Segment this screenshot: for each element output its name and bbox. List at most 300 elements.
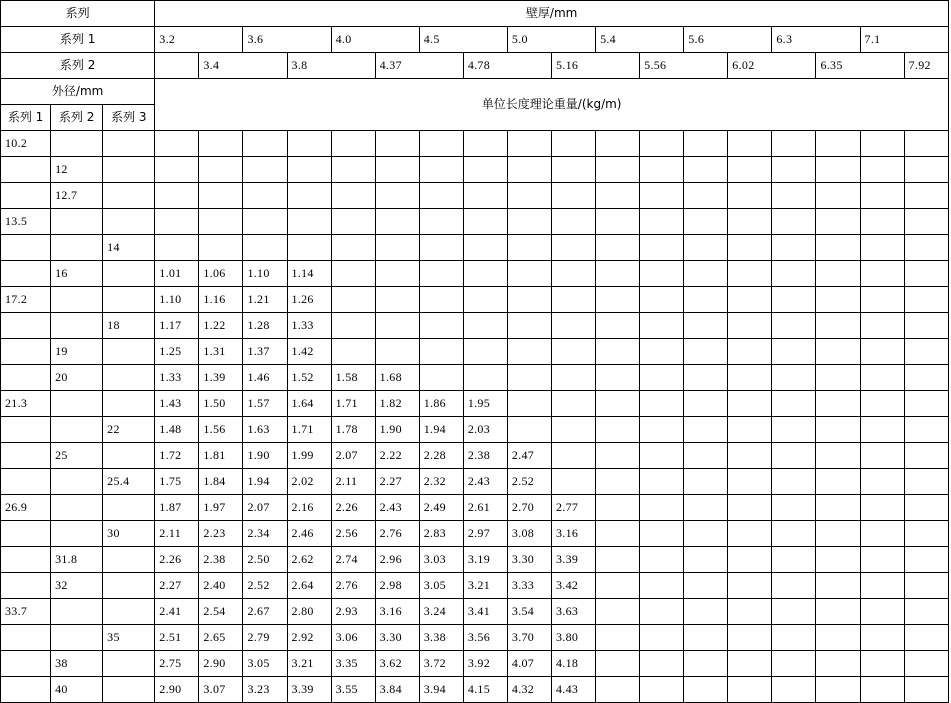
weight-cell	[728, 469, 772, 495]
diameter-series2	[51, 599, 103, 625]
weight-cell: 2.51	[155, 625, 199, 651]
weight-cell: 3.07	[199, 677, 243, 703]
weight-cell	[463, 183, 507, 209]
weight-cell	[375, 209, 419, 235]
weight-cell	[507, 287, 551, 313]
weight-cell	[904, 521, 948, 547]
table-row	[1, 339, 949, 365]
weight-cell	[287, 235, 331, 261]
weight-cell	[816, 599, 860, 625]
diameter-series1	[1, 365, 51, 391]
weight-cell	[728, 261, 772, 287]
weight-cell	[199, 235, 243, 261]
weight-cell	[904, 495, 948, 521]
weight-cell	[640, 651, 684, 677]
weight-cell: 3.30	[507, 547, 551, 573]
weight-cell	[860, 313, 904, 339]
weight-cell: 1.22	[199, 313, 243, 339]
weight-cell: 3.56	[463, 625, 507, 651]
weight-cell	[640, 443, 684, 469]
diameter-series1	[1, 625, 51, 651]
weight-cell	[728, 339, 772, 365]
weight-cell	[463, 365, 507, 391]
weight-cell	[507, 183, 551, 209]
weight-cell: 2.90	[199, 651, 243, 677]
weight-cell	[772, 339, 816, 365]
diameter-series3	[103, 157, 155, 183]
weight-cell: 3.21	[463, 573, 507, 599]
weight-cell	[816, 547, 860, 573]
diameter-series2: 31.8	[51, 547, 103, 573]
diameter-series2	[51, 131, 103, 157]
weight-cell	[816, 521, 860, 547]
weight-cell	[860, 365, 904, 391]
diameter-series3: 18	[103, 313, 155, 339]
weight-cell	[904, 261, 948, 287]
weight-cell	[772, 313, 816, 339]
weight-cell	[904, 157, 948, 183]
weight-cell: 2.38	[463, 443, 507, 469]
weight-cell: 3.80	[551, 625, 595, 651]
weight-cell: 1.31	[199, 339, 243, 365]
weight-cell: 2.92	[287, 625, 331, 651]
weight-cell	[728, 495, 772, 521]
weight-cell	[904, 209, 948, 235]
weight-cell	[243, 157, 287, 183]
weight-cell: 1.14	[287, 261, 331, 287]
weight-cell	[375, 339, 419, 365]
weight-cell	[640, 417, 684, 443]
weight-cell	[684, 495, 728, 521]
diameter-series2: 16	[51, 261, 103, 287]
weight-cell: 2.27	[375, 469, 419, 495]
diameter-series1	[1, 339, 51, 365]
weight-cell	[860, 495, 904, 521]
weight-cell	[507, 417, 551, 443]
weight-cell	[860, 651, 904, 677]
weight-cell	[640, 157, 684, 183]
weight-cell	[596, 365, 640, 391]
weight-cell	[596, 677, 640, 703]
col-header-series2: 系列 2	[51, 105, 103, 131]
weight-cell	[772, 651, 816, 677]
weight-cell	[684, 313, 728, 339]
unit-weight-header: 单位长度理论重量/(kg/m)	[155, 79, 949, 131]
weight-cell	[640, 495, 684, 521]
weight-cell	[596, 443, 640, 469]
weight-cell	[728, 365, 772, 391]
weight-cell	[287, 157, 331, 183]
weight-cell	[199, 183, 243, 209]
weight-cell	[684, 677, 728, 703]
weight-cell: 1.25	[155, 339, 199, 365]
diameter-series2	[51, 209, 103, 235]
weight-cell	[507, 157, 551, 183]
weight-cell	[816, 677, 860, 703]
weight-cell	[375, 131, 419, 157]
diameter-series2: 12.7	[51, 183, 103, 209]
weight-cell: 2.56	[331, 521, 375, 547]
weight-cell	[640, 235, 684, 261]
weight-cell	[243, 209, 287, 235]
weight-cell	[375, 261, 419, 287]
weight-cell	[816, 469, 860, 495]
weight-cell: 1.17	[155, 313, 199, 339]
weight-cell	[596, 651, 640, 677]
weight-cell	[772, 261, 816, 287]
weight-cell: 1.50	[199, 391, 243, 417]
diameter-series2: 38	[51, 651, 103, 677]
weight-cell: 1.63	[243, 417, 287, 443]
weight-cell	[596, 235, 640, 261]
weight-cell: 2.77	[551, 495, 595, 521]
weight-cell: 4.15	[463, 677, 507, 703]
table-row	[1, 261, 949, 287]
weight-cell: 2.70	[507, 495, 551, 521]
weight-cell	[640, 313, 684, 339]
weight-cell	[816, 495, 860, 521]
weight-cell: 3.23	[243, 677, 287, 703]
weight-cell	[596, 131, 640, 157]
weight-cell	[596, 209, 640, 235]
weight-cell	[551, 443, 595, 469]
weight-cell: 2.76	[331, 573, 375, 599]
weight-cell	[551, 469, 595, 495]
diameter-series1	[1, 235, 51, 261]
diameter-series3	[103, 443, 155, 469]
weight-cell	[155, 209, 199, 235]
diameter-series1	[1, 573, 51, 599]
weight-cell: 1.48	[155, 417, 199, 443]
weight-cell	[596, 573, 640, 599]
diameter-series3	[103, 677, 155, 703]
weight-cell: 2.76	[375, 521, 419, 547]
weight-cell: 2.67	[243, 599, 287, 625]
weight-cell	[551, 313, 595, 339]
weight-cell	[772, 547, 816, 573]
weight-cell	[904, 547, 948, 573]
weight-cell: 3.35	[331, 651, 375, 677]
diameter-series2: 40	[51, 677, 103, 703]
weight-cell: 3.41	[463, 599, 507, 625]
weight-cell	[331, 339, 375, 365]
weight-cell	[860, 131, 904, 157]
weight-cell	[684, 209, 728, 235]
weight-cell: 2.28	[419, 443, 463, 469]
diameter-series2	[51, 521, 103, 547]
weight-cell: 2.50	[243, 547, 287, 573]
table-row	[1, 521, 949, 547]
weight-cell	[596, 599, 640, 625]
weight-cell: 1.42	[287, 339, 331, 365]
weight-cell: 2.02	[287, 469, 331, 495]
weight-cell	[463, 313, 507, 339]
weight-cell	[684, 183, 728, 209]
weight-cell: 2.26	[155, 547, 199, 573]
weight-cell	[463, 157, 507, 183]
weight-cell	[419, 313, 463, 339]
weight-cell	[640, 599, 684, 625]
weight-cell	[419, 183, 463, 209]
diameter-series2	[51, 235, 103, 261]
weight-cell	[728, 521, 772, 547]
weight-cell	[860, 391, 904, 417]
weight-cell	[904, 677, 948, 703]
diameter-series3	[103, 209, 155, 235]
weight-cell	[728, 443, 772, 469]
thickness-series1-value: 4.5	[419, 27, 507, 53]
weight-cell	[860, 677, 904, 703]
weight-cell	[507, 209, 551, 235]
weight-cell: 2.16	[287, 495, 331, 521]
weight-cell: 2.27	[155, 573, 199, 599]
table-row	[1, 183, 949, 209]
weight-cell	[684, 235, 728, 261]
weight-cell	[551, 157, 595, 183]
diameter-series3	[103, 261, 155, 287]
weight-cell: 1.72	[155, 443, 199, 469]
weight-cell: 1.57	[243, 391, 287, 417]
weight-cell: 1.99	[287, 443, 331, 469]
weight-cell	[287, 209, 331, 235]
diameter-series1	[1, 521, 51, 547]
weight-cell	[684, 443, 728, 469]
weight-cell: 2.47	[507, 443, 551, 469]
weight-cell	[596, 391, 640, 417]
weight-cell: 4.32	[507, 677, 551, 703]
weight-cell	[596, 157, 640, 183]
diameter-series1	[1, 261, 51, 287]
weight-cell	[684, 651, 728, 677]
diameter-series1: 13.5	[1, 209, 51, 235]
weight-cell: 2.54	[199, 599, 243, 625]
weight-cell	[596, 313, 640, 339]
weight-cell	[551, 209, 595, 235]
weight-cell	[331, 287, 375, 313]
weight-cell	[507, 365, 551, 391]
weight-cell	[507, 313, 551, 339]
weight-cell	[860, 521, 904, 547]
weight-cell: 2.65	[199, 625, 243, 651]
weight-cell	[728, 547, 772, 573]
thickness-series2-value: 7.92	[904, 53, 948, 79]
weight-cell: 1.28	[243, 313, 287, 339]
weight-cell	[904, 391, 948, 417]
weight-cell: 3.94	[419, 677, 463, 703]
weight-cell	[243, 183, 287, 209]
weight-cell: 1.94	[419, 417, 463, 443]
weight-cell	[684, 157, 728, 183]
diameter-series3	[103, 287, 155, 313]
diameter-series1	[1, 183, 51, 209]
weight-cell: 1.90	[243, 443, 287, 469]
thickness-series1-value: 5.6	[684, 27, 772, 53]
weight-cell: 1.81	[199, 443, 243, 469]
weight-cell	[772, 521, 816, 547]
weight-cell	[551, 235, 595, 261]
weight-cell: 2.03	[463, 417, 507, 443]
series2-header: 系列 2	[1, 53, 155, 79]
weight-cell: 1.82	[375, 391, 419, 417]
weight-cell	[772, 677, 816, 703]
weight-cell	[684, 339, 728, 365]
weight-cell	[419, 339, 463, 365]
table-row	[1, 573, 949, 599]
weight-cell	[728, 417, 772, 443]
weight-cell	[728, 183, 772, 209]
thickness-series2-value: 5.56	[640, 53, 728, 79]
weight-cell	[640, 287, 684, 313]
weight-cell: 3.16	[551, 521, 595, 547]
thickness-series1-value: 3.6	[243, 27, 331, 53]
weight-cell	[507, 131, 551, 157]
diameter-series1: 17.2	[1, 287, 51, 313]
weight-cell	[904, 183, 948, 209]
weight-cell	[728, 677, 772, 703]
weight-cell: 3.33	[507, 573, 551, 599]
header-row-series1-thickness	[1, 27, 949, 53]
weight-cell: 2.49	[419, 495, 463, 521]
weight-cell	[728, 287, 772, 313]
diameter-series3: 30	[103, 521, 155, 547]
weight-cell	[551, 261, 595, 287]
weight-cell: 2.90	[155, 677, 199, 703]
weight-cell	[463, 131, 507, 157]
weight-cell: 2.64	[287, 573, 331, 599]
weight-cell	[728, 599, 772, 625]
weight-cell	[772, 469, 816, 495]
weight-cell: 2.07	[331, 443, 375, 469]
diameter-series2: 12	[51, 157, 103, 183]
table-row	[1, 313, 949, 339]
weight-cell	[816, 651, 860, 677]
weight-cell	[860, 469, 904, 495]
weight-cell	[507, 235, 551, 261]
table-row	[1, 677, 949, 703]
weight-cell	[551, 131, 595, 157]
weight-cell: 2.79	[243, 625, 287, 651]
weight-cell	[904, 235, 948, 261]
weight-cell	[331, 313, 375, 339]
diameter-series1	[1, 313, 51, 339]
thickness-series2-value: 4.37	[375, 53, 463, 79]
weight-cell: 1.10	[155, 287, 199, 313]
weight-cell	[640, 547, 684, 573]
weight-cell: 1.33	[287, 313, 331, 339]
header-row-series-thickness	[1, 1, 949, 27]
header-row-series2-thickness	[1, 53, 949, 79]
weight-cell: 2.23	[199, 521, 243, 547]
weight-cell	[596, 625, 640, 651]
weight-cell: 3.62	[375, 651, 419, 677]
weight-cell	[728, 235, 772, 261]
table-row	[1, 131, 949, 157]
weight-cell: 2.46	[287, 521, 331, 547]
weight-cell: 3.63	[551, 599, 595, 625]
diameter-series3: 25.4	[103, 469, 155, 495]
weight-cell	[640, 391, 684, 417]
weight-cell	[728, 131, 772, 157]
weight-cell: 3.21	[287, 651, 331, 677]
table-row	[1, 157, 949, 183]
weight-cell: 2.83	[419, 521, 463, 547]
weight-cell	[728, 391, 772, 417]
diameter-series2	[51, 469, 103, 495]
weight-cell	[243, 131, 287, 157]
weight-cell: 2.74	[331, 547, 375, 573]
weight-cell	[596, 521, 640, 547]
weight-cell	[772, 573, 816, 599]
weight-cell: 1.84	[199, 469, 243, 495]
diameter-series2	[51, 313, 103, 339]
weight-cell: 2.11	[331, 469, 375, 495]
weight-cell	[772, 391, 816, 417]
weight-cell	[596, 339, 640, 365]
weight-cell: 1.33	[155, 365, 199, 391]
weight-cell: 2.93	[331, 599, 375, 625]
weight-cell	[331, 261, 375, 287]
thickness-series2-value: 6.02	[728, 53, 816, 79]
weight-cell	[419, 209, 463, 235]
weight-cell	[684, 131, 728, 157]
weight-cell	[684, 625, 728, 651]
weight-cell: 2.75	[155, 651, 199, 677]
diameter-series2: 25	[51, 443, 103, 469]
weight-cell	[772, 157, 816, 183]
weight-cell: 3.42	[551, 573, 595, 599]
weight-cell	[904, 651, 948, 677]
weight-cell	[684, 599, 728, 625]
table-row	[1, 625, 949, 651]
weight-cell	[640, 573, 684, 599]
diameter-series3	[103, 183, 155, 209]
weight-cell	[904, 443, 948, 469]
weight-cell	[155, 235, 199, 261]
weight-cell: 3.54	[507, 599, 551, 625]
weight-cell: 2.32	[419, 469, 463, 495]
weight-cell	[728, 157, 772, 183]
weight-cell	[684, 521, 728, 547]
table-row	[1, 495, 949, 521]
weight-cell	[507, 339, 551, 365]
diameter-series2	[51, 625, 103, 651]
weight-cell	[640, 469, 684, 495]
weight-cell: 3.70	[507, 625, 551, 651]
weight-cell: 3.19	[463, 547, 507, 573]
weight-cell	[551, 391, 595, 417]
weight-cell: 2.96	[375, 547, 419, 573]
weight-cell	[772, 287, 816, 313]
col-header-series3: 系列 3	[103, 105, 155, 131]
weight-cell	[816, 235, 860, 261]
weight-cell	[904, 287, 948, 313]
weight-cell	[640, 677, 684, 703]
weight-cell: 3.24	[419, 599, 463, 625]
weight-cell: 1.97	[199, 495, 243, 521]
diameter-series1	[1, 443, 51, 469]
diameter-series2	[51, 391, 103, 417]
weight-cell	[816, 287, 860, 313]
weight-cell: 3.05	[243, 651, 287, 677]
series1-header: 系列 1	[1, 27, 155, 53]
table-row	[1, 469, 949, 495]
thickness-series1-value: 6.3	[772, 27, 860, 53]
weight-cell: 1.43	[155, 391, 199, 417]
weight-cell	[596, 547, 640, 573]
weight-cell: 2.40	[199, 573, 243, 599]
weight-cell	[904, 625, 948, 651]
diameter-series3	[103, 391, 155, 417]
